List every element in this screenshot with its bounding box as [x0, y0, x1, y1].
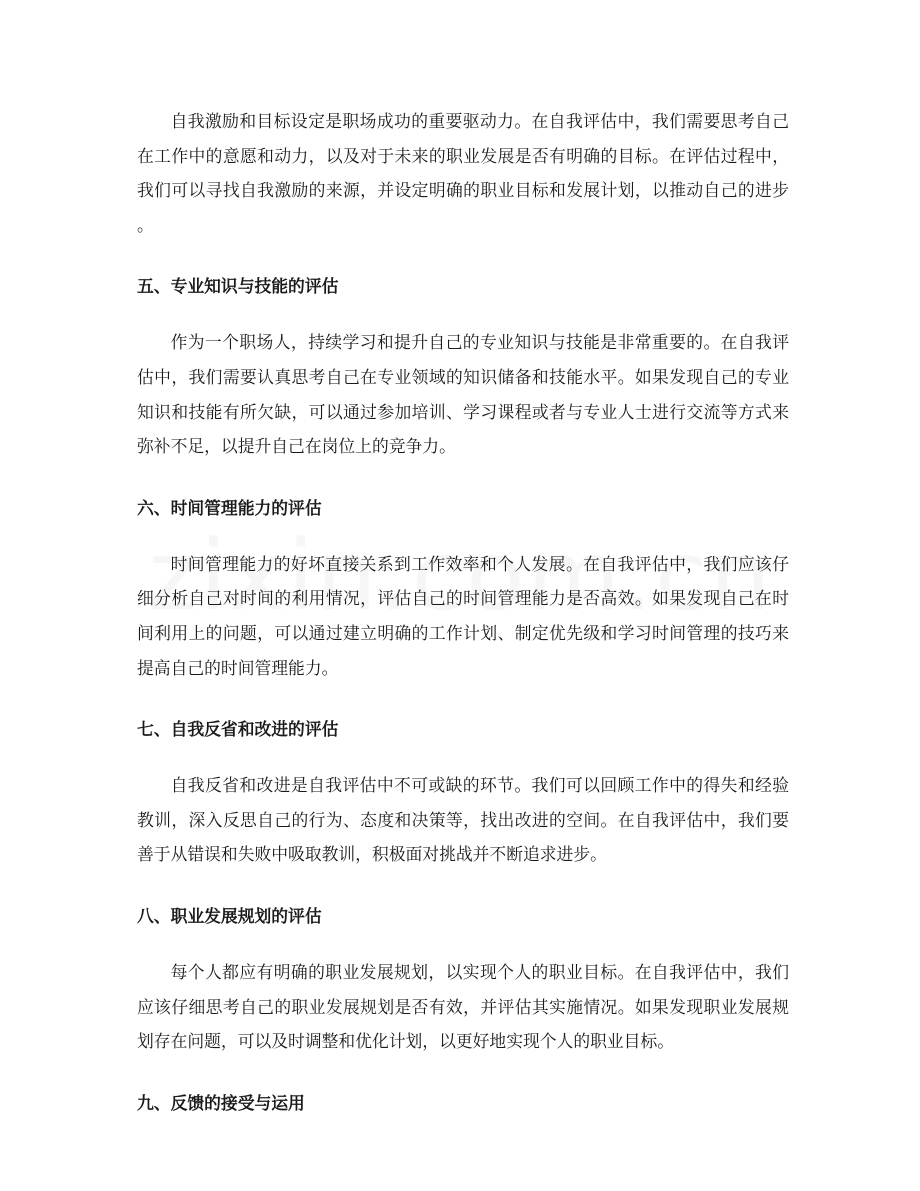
heading-section-6: 六、时间管理能力的评估	[137, 497, 322, 518]
heading-section-5: 五、专业知识与技能的评估	[137, 276, 339, 297]
paragraph-professional-skills: 作为一个职场人，持续学习和提升自己的专业知识与技能是非常重要的。在自我评估中，我们需要认真思考自己在专业领域的知识储备和技能水平。如果发现自己的专业知识和技能有所欠缺，可以通过参加培训、学习课程或者与专业人士进行交流等方式来弥补不足，以提升自己在岗位上的竞争力。	[137, 332, 789, 457]
paragraph-time-management: 时间管理能力的好坏直接关系到工作效率和个人发展。在自我评估中，我们应该仔细分析自己对时间的利用情况，评估自己的时间管理能力是否高效。如果发现自己在时间利用上的问题，可以通过建立明确的工作计划、制定优先级和学习时间管理的技巧来提高自己的时间管理能力。	[137, 553, 789, 678]
paragraph-career-planning: 每个人都应有明确的职业发展规划，以实现个人的职业目标。在自我评估中，我们应该仔细思考自己的职业发展规划是否有效，并评估其实施情况。如果发现职业发展规划存在问题，可以及时调整和优化计划，以更好地实现个人的职业目标。	[137, 961, 789, 1052]
paragraph-self-reflection: 自我反省和改进是自我评估中不可或缺的环节。我们可以回顾工作中的得失和经验教训，深入反思自己的行为、态度和决策等，找出改进的空间。在自我评估中，我们要善于从错误和失败中吸取教训，积极面对挑战并不断追求进步。	[137, 775, 789, 865]
heading-section-7: 七、自我反省和改进的评估	[137, 719, 339, 740]
heading-section-9: 九、反馈的接受与运用	[137, 1092, 305, 1113]
paragraph-self-motivation: 自我激励和目标设定是职场成功的重要驱动力。在自我评估中，我们需要思考自己在工作中的意愿和动力，以及对于未来的职业发展是否有明确的目标。在评估过程中，我们可以寻找自我激励的来源，并设定明确的职业目标和发展计划，以推动自己的进步。	[137, 111, 789, 235]
heading-section-8: 八、职业发展规划的评估	[137, 905, 322, 926]
document-body	[137, 104, 789, 1120]
